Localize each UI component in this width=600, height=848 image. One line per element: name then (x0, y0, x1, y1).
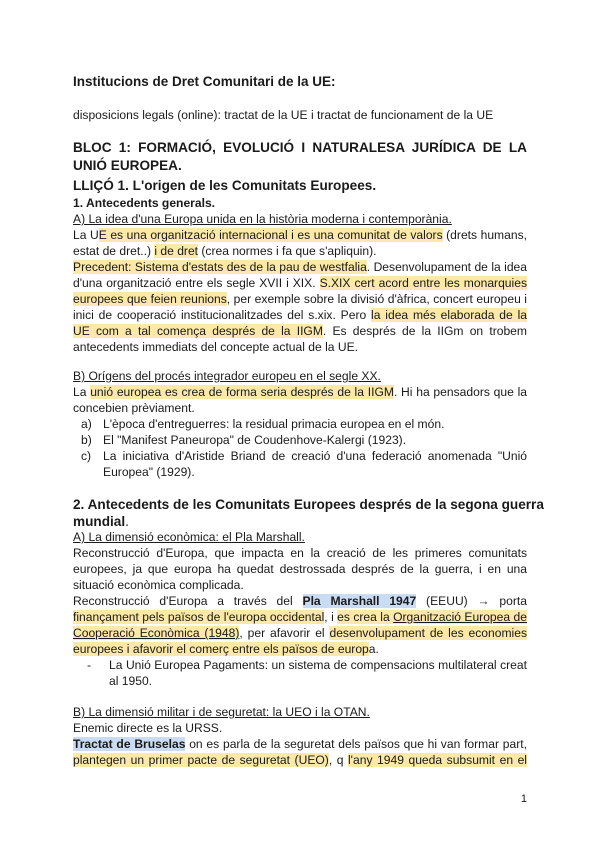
section-2b-heading: B) La dimensió militar i de seguretat: la UEO i la OTAN. (73, 705, 370, 719)
section-2a (73, 529, 527, 689)
highlight: europees que feien reunions (73, 292, 227, 306)
paragraph-line: concebien prèviament. (73, 401, 195, 415)
legal-provisions-block (73, 107, 527, 123)
highlight: Cooperació Econòmica (1948) (73, 626, 240, 640)
bloc-heading (73, 139, 527, 175)
highlight: europees i afavorir el comerç entre els països de europ (73, 642, 369, 656)
lesson-heading-block (73, 177, 527, 195)
paragraph-line: Reconstrucció d'Europa, que impacta en la creació de les primeres comunitats (73, 546, 527, 560)
paragraph-line: antecedents immediats del concepte actual de la UE. (73, 340, 359, 354)
highlight: l'any 1949 queda subsumit en el (348, 753, 527, 767)
page-number: 1 (520, 793, 527, 805)
section-1b-heading: B) Orígens del procés integrador europeu en el segle XX. (73, 369, 381, 383)
paragraph-line: Precedent: Sistema d'estats des de la pau de westfalia. Desenvolupament de la idea (73, 260, 528, 274)
section-1-heading: 1. Antecedents generals. (73, 196, 216, 210)
highlight: finançament pels països de l'europa occidental (73, 610, 325, 624)
doc-title-block (73, 74, 527, 90)
list-item: - La Unió Europea Pagaments: un sistema de compensacions multilateral creat (87, 658, 527, 672)
paragraph-line: europees, ja que europa ha quedat destrossada després de la guerra, i en una (73, 562, 527, 576)
section-2-heading-line-1: 2. Antecedents de les Comunitats Europees després de la segona guerra (73, 497, 544, 512)
paragraph-line: La unió europea es crea de forma seria després de la IIGM. Hi ha pensadors que la (73, 385, 527, 399)
highlight: desenvolupament de les economies (329, 626, 527, 640)
section-2 (73, 496, 544, 530)
paragraph-line: inici de cooperació institucionalitzades del s.xix. Pero la idea més elaborada de la (73, 308, 527, 322)
highlight-blue: Tractat de Bruselas (73, 737, 186, 751)
section-2a-heading: A) La dimensió econòmica: el Pla Marshall. (73, 530, 305, 544)
list-item: b) El "Manifest Paneuropa" de Coudenhove-Kalergi (1923). (81, 433, 407, 447)
paragraph-line: UE com a tal comença després de la IIGM. Es després de la IIGm on trobem (73, 324, 527, 338)
paragraph-line: Tractat de Bruselas on es parla de la seguretat dels països que hi van formar part, (73, 737, 527, 751)
paragraph-line: Reconstrucció d'Europa a través del Pla Marshall 1947 (EEUU) → porta (73, 594, 527, 608)
highlight: la idea més elaborada de la (371, 308, 527, 322)
lesson-heading: LLIÇÓ 1. L'origen de les Comunitats Europees. (73, 178, 377, 193)
highlight: E es una organització internacional i es una comunitat de valors (98, 228, 443, 242)
highlight: S.XIX cert acord entre les monarquies (319, 276, 527, 290)
highlight: i de dret (154, 244, 199, 258)
doc-title: Institucions de Dret Comunitari de la UE: (73, 74, 336, 89)
highlight: unió europea es crea de forma seria després de la IIGM (90, 385, 394, 399)
paragraph-line: d'una organització entre els segle XVII i XIX. S.XIX cert acord entre les monarquies (73, 276, 527, 290)
highlight: UE com a tal comença després de la IIGM (73, 324, 323, 338)
dash-list (73, 657, 527, 689)
list-item: a) L'època d'entreguerres: la residual primacia europea en el món. (81, 417, 445, 431)
highlight: es crea la Organització Europea de (337, 610, 527, 624)
section-1b (73, 368, 527, 480)
ordered-list (73, 416, 527, 480)
list-item-continuation: al 1950. (109, 674, 153, 688)
paragraph-line: estat de dret..) i de dret (crea normes i fa que s'apliquin). (73, 244, 377, 258)
bloc-heading-line-1: BLOC 1: FORMACIÓ, EVOLUCIÓ I NATURALESA JURÍDICA DE LA (73, 140, 527, 155)
section-1a-heading: A) La idea d'una Europa unida en la història moderna i contemporània. (73, 212, 452, 226)
paragraph-line: Enemic directe es la URSS. (73, 721, 223, 735)
highlight: Precedent: Sistema d'estats des de la pau de westfalia (73, 260, 367, 274)
paragraph-line: situació econòmica complicada. (73, 578, 244, 592)
highlight-blue: Pla Marshall 1947 (302, 594, 417, 608)
paragraph-line: La UE es una organització internacional i es una comunitat de valors (drets humans, (73, 228, 527, 242)
paragraph-line: plantegen un primer pacte de seguretat (UEO), q l'any 1949 queda subsumit en el (73, 753, 527, 767)
section-2b (73, 704, 527, 768)
list-item-continuation: Europea" (1929). (103, 465, 195, 479)
bloc-heading-line-2: UNIÓ EUROPEA. (73, 158, 182, 173)
highlight: plantegen un primer pacte de seguretat (UEO) (73, 753, 329, 767)
paragraph-line: Cooperació Econòmica (1948), per afavorir el desenvolupament de les economies (73, 626, 527, 640)
paragraph-line: finançament pels països de l'europa occidental, i es crea la Organització Europea de (73, 610, 527, 624)
section-1 (73, 195, 527, 355)
section-2-heading-line-2: mundial. (73, 514, 129, 529)
paragraph-line: europees que feien reunions, per exemple sobre la divisió d'àfrica, concert europeu i (73, 292, 527, 306)
list-item: c) La iniciativa d'Aristide Briand de creació d'una federació anomenada "Unió (81, 449, 527, 463)
paragraph-line: europees i afavorir el comerç entre els països de europa. (73, 642, 379, 656)
legal-provisions-line: disposicions legals (online): tractat de la UE i tractat de funcionament de la UE (73, 108, 494, 122)
